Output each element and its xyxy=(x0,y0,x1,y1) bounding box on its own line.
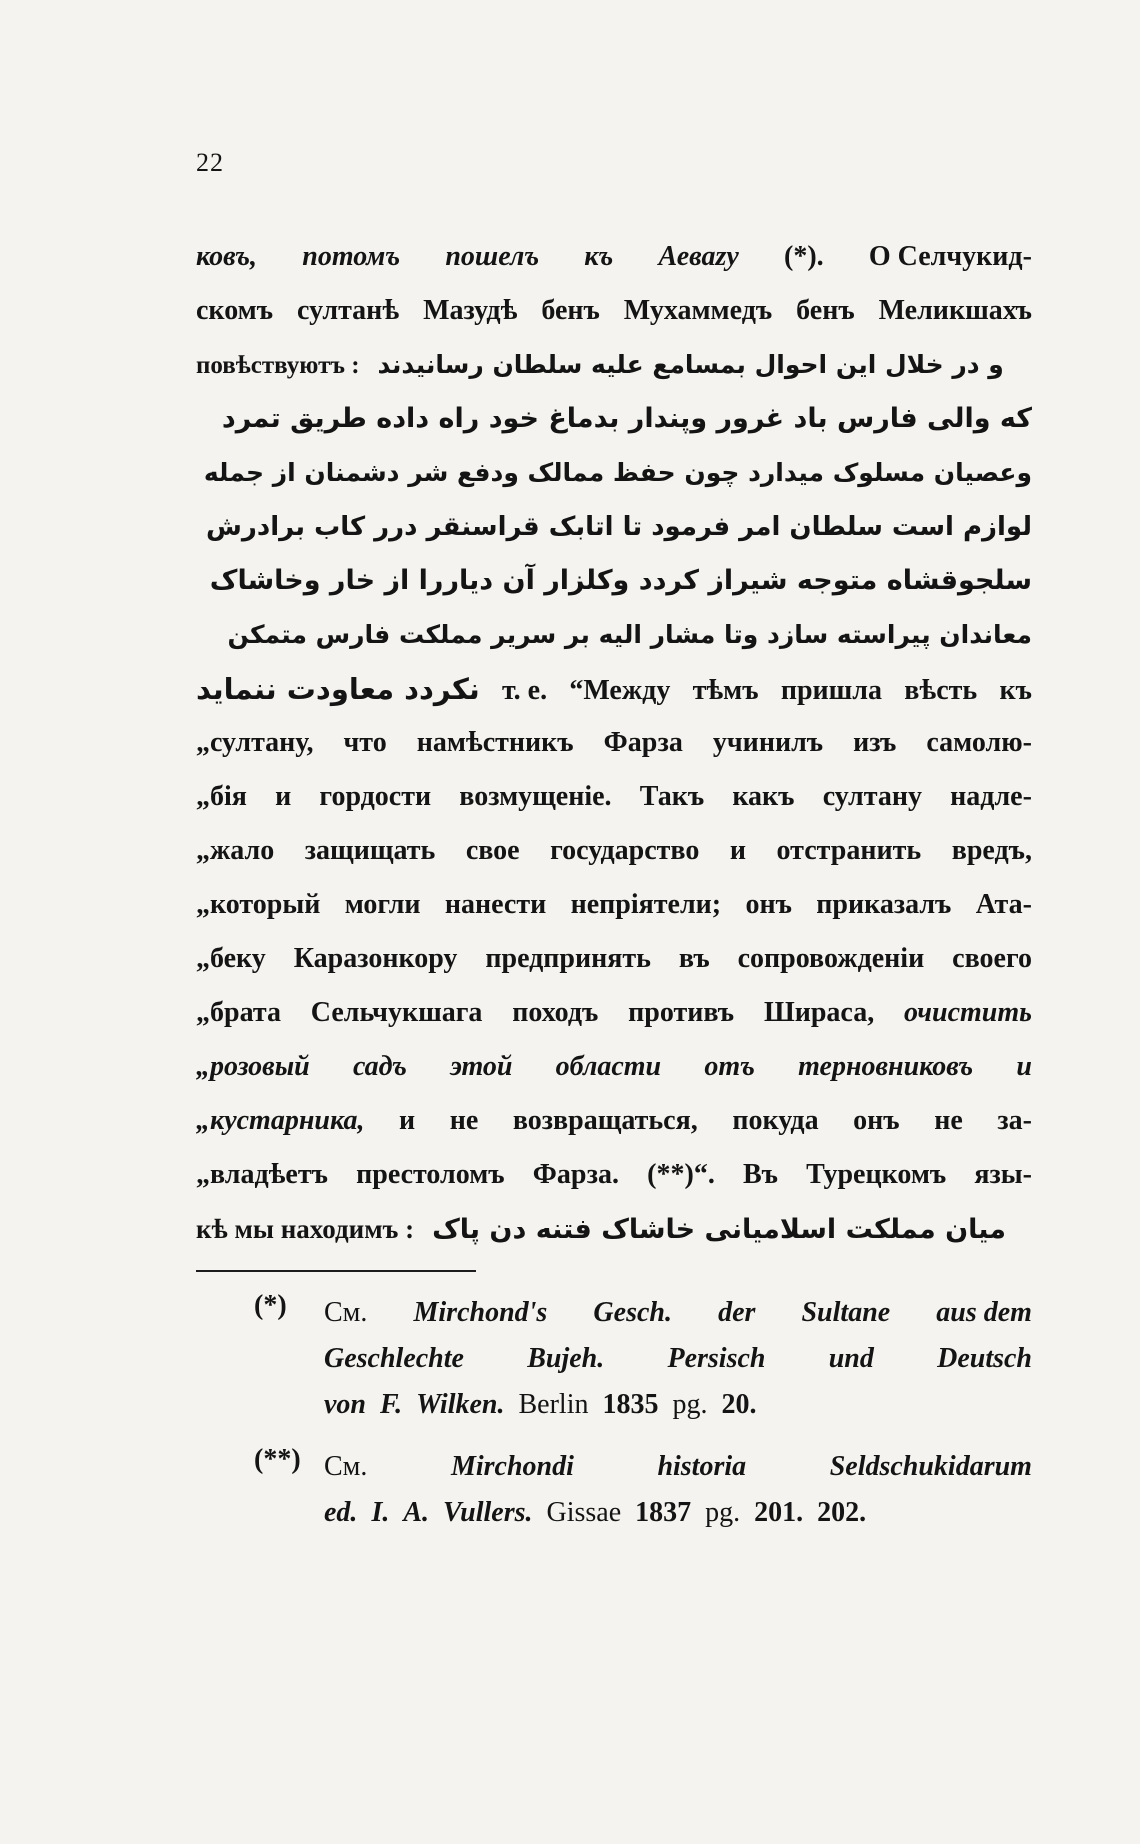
footnote-marker: (*) xyxy=(254,1290,287,1321)
text-segment: и xyxy=(275,781,292,812)
text-segment: садъ xyxy=(352,1051,407,1082)
text-line xyxy=(196,608,1032,662)
footnote-line xyxy=(324,1444,1032,1490)
footnote-text-segment: Geschlechte xyxy=(324,1343,464,1374)
text-segment: „брата xyxy=(196,997,281,1028)
text-segment: за- xyxy=(997,1105,1032,1136)
text-segment: Фарза xyxy=(603,727,683,758)
arabic-text-segment: که والی فارس باد غرور وپندار بدماغ خود راه داده طریق تمرد xyxy=(221,403,1032,434)
footnote-text-segment: 1835 xyxy=(602,1389,659,1420)
text-segment: въ xyxy=(678,943,710,974)
text-segment: онъ xyxy=(745,889,792,920)
text-segment: самолю- xyxy=(926,727,1032,758)
text-segment: язы- xyxy=(974,1159,1032,1190)
footnote xyxy=(196,1290,1032,1428)
text-segment: не xyxy=(934,1105,963,1136)
text-segment: государство xyxy=(550,835,700,866)
text-segment: возмущеніе. xyxy=(459,781,612,812)
footnote-text-segment: Seldschukidarum xyxy=(829,1451,1032,1482)
text-segment: бенъ xyxy=(796,295,855,326)
text-segment: учинилъ xyxy=(712,727,824,758)
footnote-text-segment: Wilken. xyxy=(416,1389,505,1420)
text-segment: тѣмъ xyxy=(692,675,759,706)
text-segment: кѣ мы находимъ : xyxy=(196,1214,415,1244)
text-segment: приказалъ xyxy=(816,889,952,920)
text-segment: намѣстникъ xyxy=(416,727,574,758)
text-line xyxy=(196,338,1032,392)
footnote-text-segment: См. xyxy=(324,1297,368,1328)
text-segment: вѣсть xyxy=(904,675,978,706)
text-segment: изъ xyxy=(853,727,897,758)
text-segment: вредъ, xyxy=(951,835,1032,866)
footnote-text-segment: Gesch. xyxy=(593,1297,672,1328)
footnote-text-segment: Mirchondi xyxy=(450,1451,574,1482)
text-segment: терновниковъ xyxy=(798,1051,974,1082)
footnote-line xyxy=(324,1382,1032,1428)
text-segment: и xyxy=(399,1105,416,1136)
text-segment: походъ xyxy=(512,997,599,1028)
footnote-text-segment: pg. xyxy=(705,1497,741,1528)
footnote-text-segment: Vullers. xyxy=(443,1497,533,1528)
text-segment: Турецкомъ xyxy=(806,1159,947,1190)
text-line xyxy=(196,1040,1032,1094)
text-segment: какъ xyxy=(732,781,795,812)
footnote-separator-rule xyxy=(196,1270,476,1272)
footnote-text-segment: historia xyxy=(657,1451,747,1482)
text-line xyxy=(196,392,1032,446)
text-segment: „султану, xyxy=(196,727,314,758)
text-segment: „розовый xyxy=(196,1051,310,1082)
footnote-text-segment: A. xyxy=(403,1497,430,1528)
text-line xyxy=(196,716,1032,770)
text-line xyxy=(196,1094,1032,1148)
footnote-line xyxy=(324,1336,1032,1382)
text-line xyxy=(196,500,1032,554)
arabic-text-segment: میان مملکت اسلامیانی خاشاک فتنه دن پاک xyxy=(432,1214,1007,1245)
text-segment: (**)“. xyxy=(647,1159,715,1190)
footnote-text-segment: pg. xyxy=(672,1389,708,1420)
text-segment: что xyxy=(343,727,387,758)
text-segment: свое xyxy=(465,835,520,866)
text-segment: Сельчукшага xyxy=(310,997,483,1028)
text-line xyxy=(196,770,1032,824)
text-segment: онъ xyxy=(853,1105,900,1136)
text-segment: противъ xyxy=(628,997,735,1028)
footnote-text-segment: von xyxy=(324,1389,366,1420)
text-segment: повѣствуютъ : xyxy=(196,352,360,379)
text-segment: Такъ xyxy=(639,781,705,812)
footnote-text-segment: Deutsch xyxy=(937,1343,1032,1374)
text-line xyxy=(196,1148,1032,1202)
text-segment: этой xyxy=(450,1051,513,1082)
footnote-text-segment: der xyxy=(718,1297,756,1328)
text-segment: области xyxy=(555,1051,662,1082)
footnote-text-segment: 1837 xyxy=(635,1497,692,1528)
text-segment: надле- xyxy=(950,781,1032,812)
text-line xyxy=(196,932,1032,986)
text-segment: Ата- xyxy=(975,889,1032,920)
main-text-block xyxy=(196,230,1032,1256)
text-segment: покуда xyxy=(732,1105,819,1136)
text-segment: отстранить xyxy=(776,835,922,866)
text-segment: „владѣетъ xyxy=(196,1159,328,1190)
arabic-text-segment: معاندان پیراسته سازد وتا مشار الیه بر سریر مملکت فارس متمکن xyxy=(227,620,1032,649)
text-segment: Аеваzу xyxy=(658,241,739,272)
text-segment: не xyxy=(449,1105,479,1136)
footnote-marker: (**) xyxy=(254,1444,301,1475)
text-segment: “Между xyxy=(569,675,671,706)
text-segment: „жало xyxy=(196,835,275,866)
footnote xyxy=(196,1444,1032,1536)
text-segment: „кустарника, xyxy=(196,1105,365,1136)
text-segment: къ xyxy=(999,675,1032,706)
text-segment: Каразонкору xyxy=(293,943,458,974)
text-segment: пошелъ xyxy=(445,241,540,272)
text-line xyxy=(196,1202,1032,1256)
footnote-text-segment: F. xyxy=(380,1389,403,1420)
text-line xyxy=(196,878,1032,932)
text-segment: могли xyxy=(344,889,421,920)
footnotes-block xyxy=(196,1290,1032,1552)
text-segment: „который xyxy=(196,889,321,920)
footnote-text-segment: Persisch xyxy=(667,1343,766,1374)
text-segment: „беку xyxy=(196,943,266,974)
footnote-text-segment: Sultane xyxy=(801,1297,891,1328)
footnote-text-segment: I. xyxy=(371,1497,390,1528)
footnote-line xyxy=(324,1490,1032,1536)
footnote-text-segment: 20. xyxy=(721,1389,757,1420)
arabic-text-segment: لوازم است سلطان امر فرمود تا اتابک قراسنقر درر کاب برادرش xyxy=(206,512,1032,542)
text-segment: (*). xyxy=(784,241,824,272)
text-segment: сопровожденіи xyxy=(737,943,925,974)
arabic-text-segment: و در خلال این احوال بمسامع علیه سلطان رسانیدند xyxy=(377,350,1004,379)
arabic-text-segment: وعصیان مسلوک میدارد چون حفظ ممالک ودفع شر دشمنان از جمله xyxy=(203,458,1032,487)
text-segment: очистить xyxy=(904,997,1032,1028)
footnote-text-segment: Gissae xyxy=(546,1497,622,1528)
text-segment: Фарза. xyxy=(532,1159,619,1190)
text-segment: Мухаммедъ xyxy=(623,295,773,326)
text-segment: ковъ, xyxy=(196,241,258,272)
footnote-text-segment: 202. xyxy=(817,1497,867,1528)
text-segment: „бія xyxy=(196,781,247,812)
footnote-line xyxy=(324,1290,1032,1336)
text-segment: своего xyxy=(952,943,1032,974)
text-segment: защищать xyxy=(304,835,436,866)
text-segment: къ xyxy=(584,241,614,272)
footnote-text-segment: ed. xyxy=(324,1497,358,1528)
text-segment: и xyxy=(1016,1051,1032,1082)
text-segment: и xyxy=(729,835,746,866)
text-segment: возвращаться, xyxy=(512,1105,698,1136)
footnote-text-segment: Berlin xyxy=(518,1389,589,1420)
text-segment: Шираса, xyxy=(763,997,875,1028)
text-segment: престоломъ xyxy=(356,1159,505,1190)
footnote-text-segment: und xyxy=(828,1343,874,1374)
text-segment: бенъ xyxy=(541,295,600,326)
footnote-text-segment: См. xyxy=(324,1451,368,1482)
text-segment: Мазудѣ xyxy=(423,295,518,326)
arabic-text-segment: سلجوقشاه متوجه شیراز کردد وکلزار آن دیاررا از خار وخاشاک xyxy=(209,565,1032,596)
text-segment: т. е. xyxy=(502,675,548,706)
footnote-text-segment: Mirchond's xyxy=(413,1297,548,1328)
text-line xyxy=(196,554,1032,608)
text-segment: отъ xyxy=(704,1051,755,1082)
text-segment: предпринять xyxy=(485,943,651,974)
text-segment: гордости xyxy=(319,781,432,812)
text-segment: Въ xyxy=(743,1159,778,1190)
text-line xyxy=(196,662,1032,716)
page-number: 22 xyxy=(196,148,224,177)
footnote-text-segment: aus dem xyxy=(936,1297,1032,1328)
text-line xyxy=(196,284,1032,338)
text-segment: Меликшахъ xyxy=(878,295,1032,326)
text-line xyxy=(196,986,1032,1040)
text-segment: султану xyxy=(822,781,922,812)
text-segment: О Селчукид- xyxy=(868,241,1032,272)
text-segment: непріятели; xyxy=(570,889,722,920)
text-line xyxy=(196,824,1032,878)
text-segment: скомъ xyxy=(196,295,274,326)
text-segment: султанѣ xyxy=(297,295,400,326)
arabic-text-segment: نکردد معاودت ننماید xyxy=(196,672,480,706)
footnote-text-segment: Bujeh. xyxy=(527,1343,605,1374)
text-line xyxy=(196,230,1032,284)
footnote-text-segment: 201. xyxy=(754,1497,804,1528)
text-segment: пришла xyxy=(780,675,883,706)
text-segment: нанести xyxy=(444,889,547,920)
text-line xyxy=(196,446,1032,500)
text-segment: потомъ xyxy=(302,241,401,272)
